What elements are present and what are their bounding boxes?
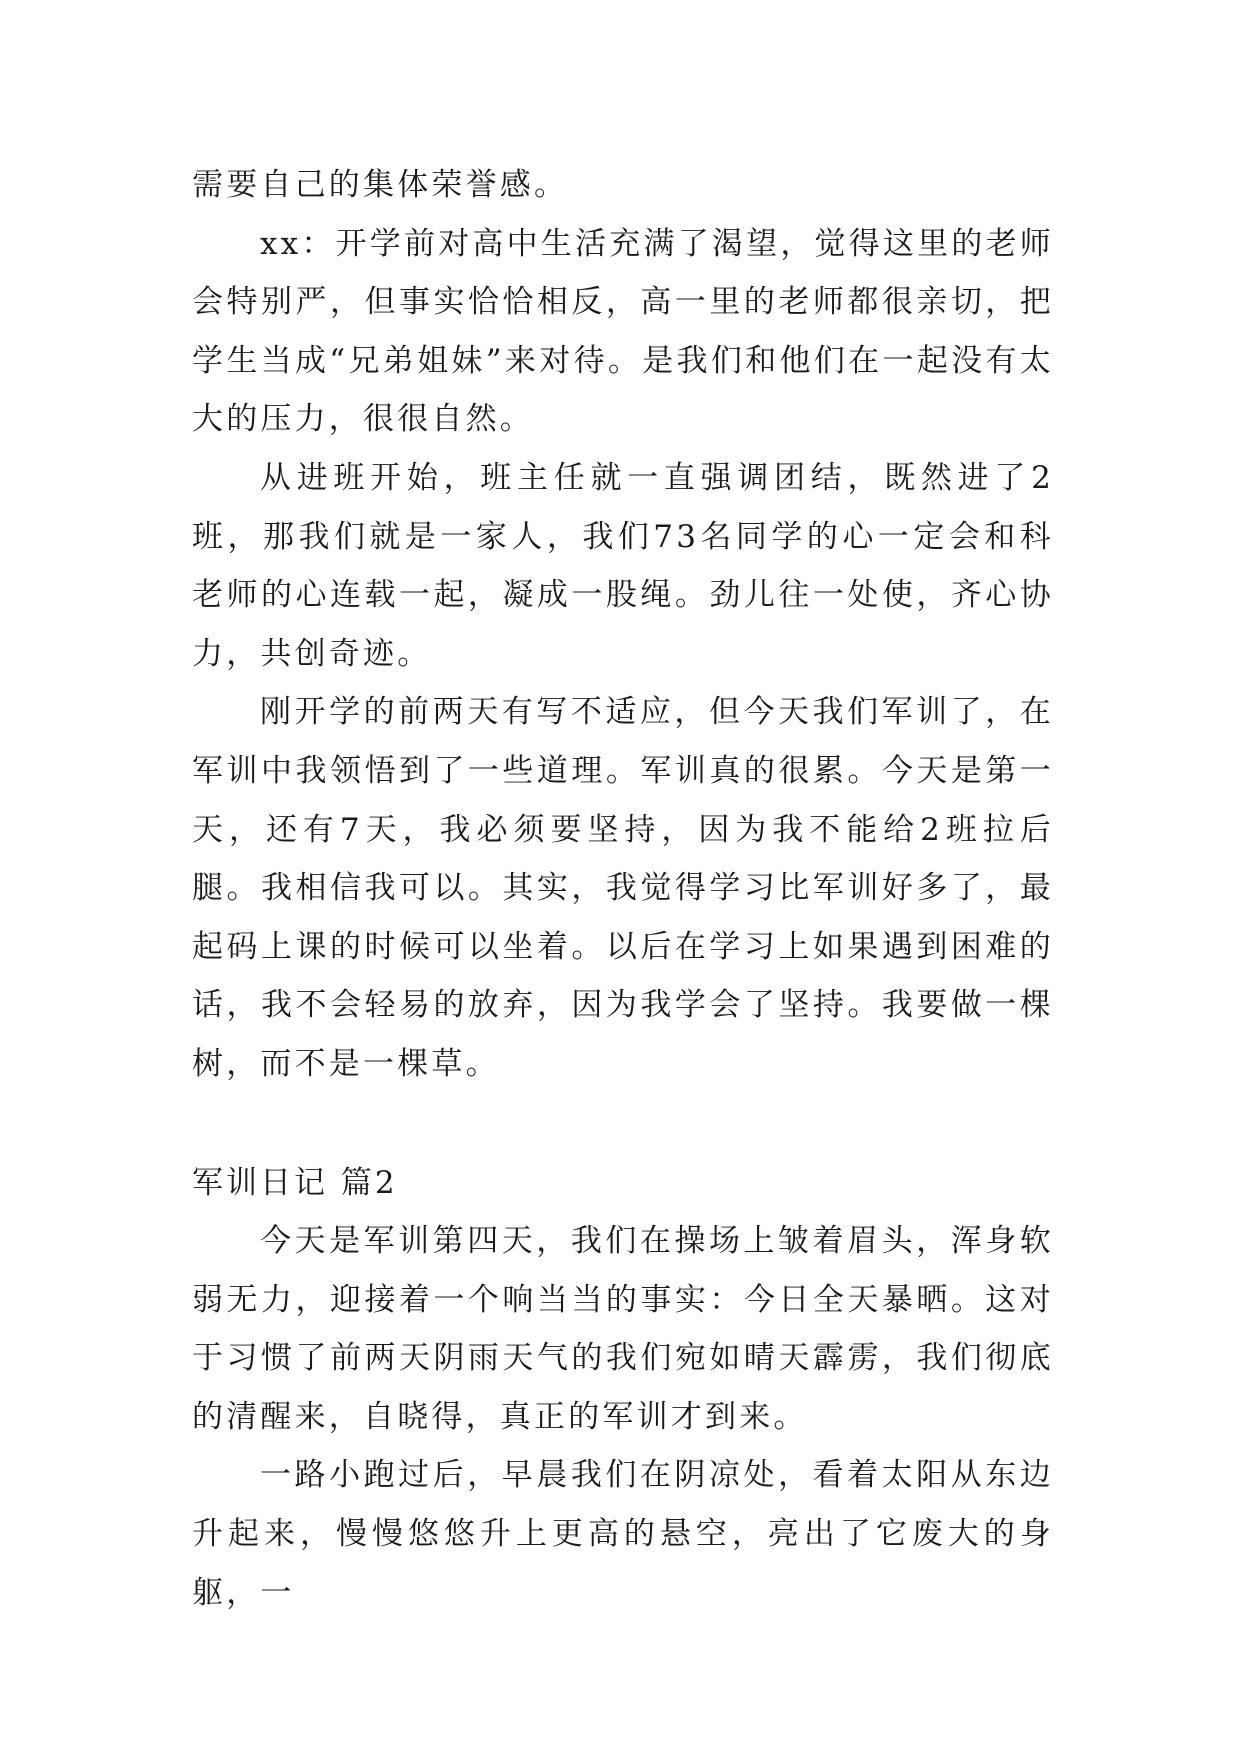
paragraph-fourth-day: 今天是军训第四天，我们在操场上皱着眉头，浑身软弱无力，迎接着一个响当当的事实：今日全天暴晒。这对于习惯了前两天阴雨天气的我们宛如晴天霹雳，我们彻底的清醒来，自晓得，真正的军训才到来。 bbox=[192, 1223, 1054, 1435]
paragraph-xx-statement: xx：开学前对高中生活充满了渴望，觉得这里的老师会特别严，但事实恰恰相反，高一里的老师都很亲切，把学生当成“兄弟姐妹”来对待。是我们和他们在一起没有太大的压力，很很自然。 bbox=[192, 225, 1054, 438]
paragraph-first-day-training: 刚开学的前两天有写不适应，但今天我们军训了，在军训中我领悟到了一些道理。军训真的很累。今天是第一天，还有7天，我必须要坚持，因为我不能给2班拉后腿。我相信我可以。其实，我觉得学习比军训好多了，最起码上课的时候可以坐着。以后在学习上如果遇到困难的话，我不会轻易的放弃，因为我学会了坚持。我要做一棵树，而不是一棵草。 bbox=[192, 694, 1054, 1082]
section-title-diary-2: 军训日记 篇2 bbox=[192, 1164, 398, 1201]
paragraph-morning-run: 一路小跑过后，早晨我们在阴凉处，看着太阳从东边升起来，慢慢悠悠升上更高的悬空，亮出了它废大的身躯，一 bbox=[192, 1457, 1054, 1611]
paragraph-continuation: 需要自己的集体荣誉感。 bbox=[192, 167, 569, 203]
document-body bbox=[192, 156, 1054, 1622]
paragraph-class-unity: 从进班开始，班主任就一直强调团结，既然进了2班，那我们就是一家人，我们73名同学的心一定会和科老师的心连载一起，凝成一股绳。劲儿往一处使，齐心协力，共创奇迹。 bbox=[192, 459, 1054, 672]
